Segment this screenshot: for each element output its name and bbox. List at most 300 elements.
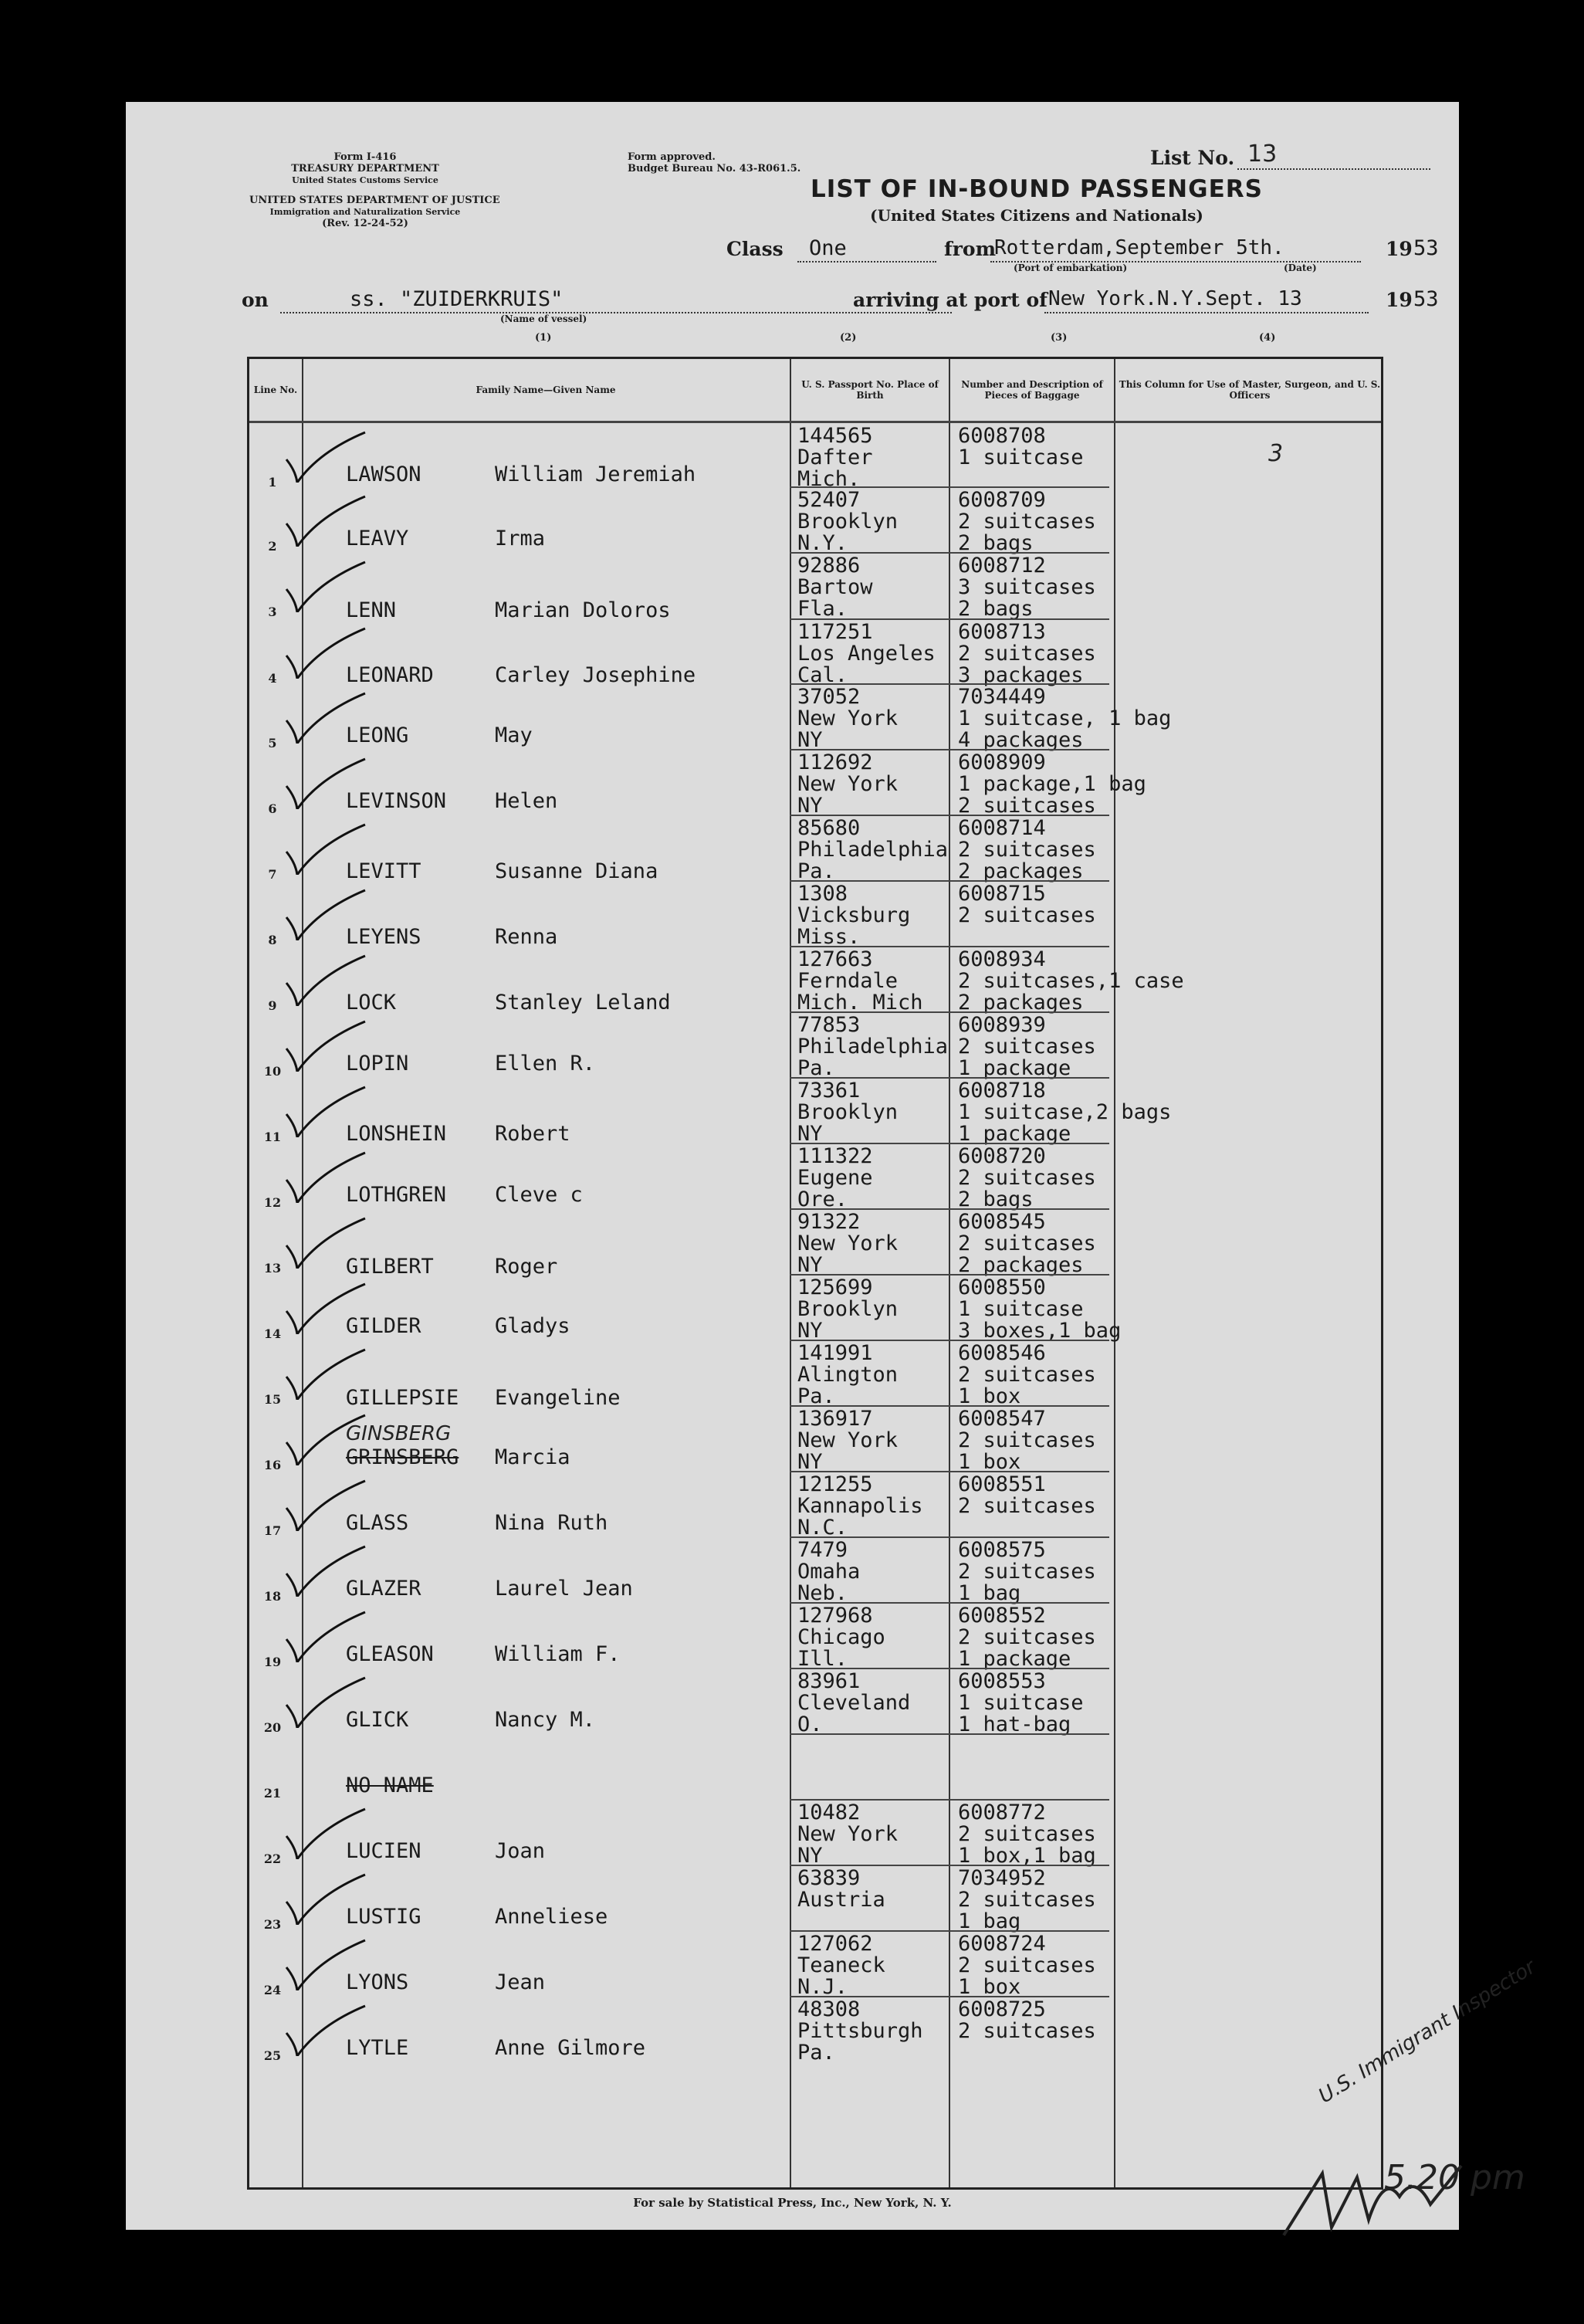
passport-line: Cal. [797, 663, 848, 687]
given-name: Irma [495, 527, 546, 551]
passport-birthplace [797, 1868, 885, 1911]
baggage-line: 2 bags [958, 531, 1034, 555]
passport-line: 77853 [797, 1013, 861, 1037]
passport-line: 117251 [797, 620, 873, 644]
table-row [249, 1733, 1381, 1799]
passport-line: Pa. [797, 1056, 835, 1080]
baggage-line: 1 suitcase [958, 1297, 1084, 1321]
baggage-description [958, 1868, 1096, 1933]
given-name: Cleve c [495, 1183, 583, 1207]
passport-line: Los Angeles [797, 642, 936, 666]
passport-line: 144565 [797, 424, 873, 448]
given-name: Marian Doloros [495, 598, 671, 622]
passport-birthplace [797, 425, 873, 490]
baggage-line: 6008712 [958, 554, 1046, 578]
baggage-line: 2 suitcases [958, 510, 1096, 534]
line-number: 9 [268, 998, 277, 1013]
passport-line: 37052 [797, 685, 861, 709]
passport-line: Kannapolis [797, 1494, 923, 1518]
ins-title: Immigration and Naturalization Service [269, 207, 461, 217]
passport-line: 63839 [797, 1866, 861, 1890]
passport-line: 127968 [797, 1604, 873, 1628]
baggage-line: 6008575 [958, 1538, 1046, 1562]
header-baggage: Number and Description of Pieces of Baggage [961, 379, 1103, 401]
line-number: 13 [263, 1261, 282, 1275]
baggage-description [958, 1933, 1096, 1998]
line-number: 7 [268, 867, 277, 882]
baggage-description [958, 1343, 1096, 1408]
baggage-line: 1 package [958, 1056, 1071, 1080]
line-number: 15 [263, 1392, 282, 1407]
family-name: LYTLE [346, 2036, 409, 2060]
passport-line: NY [797, 794, 823, 818]
row-divider [790, 1077, 1109, 1079]
from-label: from [944, 238, 997, 260]
line-number: 5 [268, 736, 277, 750]
row-divider [790, 683, 1109, 685]
family-name-correction: GINSBERG [346, 1422, 452, 1445]
baggage-description [958, 1146, 1096, 1211]
family-name: LOCK [346, 991, 397, 1015]
passport-birthplace [797, 1277, 898, 1342]
row-divider [790, 1799, 1109, 1801]
col-num-2: (2) [840, 332, 857, 344]
baggage-line: 6008713 [958, 620, 1046, 644]
passport-birthplace [797, 1605, 885, 1670]
given-name: Robert [495, 1122, 570, 1146]
given-name: Gladys [495, 1314, 570, 1338]
family-name: GLAZER [346, 1577, 421, 1601]
passport-line: Dafter [797, 445, 873, 469]
baggage-line: 1 bag [958, 1581, 1021, 1605]
passport-line: 52407 [797, 488, 861, 512]
passport-line: 91322 [797, 1210, 861, 1234]
family-name: LUSTIG [346, 1905, 421, 1929]
passport-line: 85680 [797, 816, 861, 840]
passport-line: 121255 [797, 1472, 873, 1496]
passport-line: Neb. [797, 1581, 848, 1605]
given-name: Anneliese [495, 1905, 608, 1929]
table-row [249, 1668, 1381, 1736]
family-name: LYONS [346, 1970, 409, 1994]
line-number: 14 [263, 1326, 282, 1341]
baggage-line: 6008552 [958, 1604, 1046, 1628]
passport-line: Philadelphia [797, 838, 949, 862]
baggage-line: 6008714 [958, 816, 1046, 840]
date-caption: (Date) [1284, 263, 1317, 273]
passport-line: Eugene [797, 1166, 873, 1190]
baggage-line: 1 suitcase, 1 bag [958, 706, 1172, 730]
list-no-value: 13 [1247, 141, 1278, 168]
baggage-line: 6008551 [958, 1472, 1046, 1496]
printer-footer: For sale by Statistical Press, Inc., New York, N. Y. [633, 2196, 952, 2210]
port-caption: (Port of embarkation) [1014, 263, 1128, 273]
family-name: GLICK [346, 1708, 409, 1732]
baggage-line: 1 package [958, 1122, 1071, 1146]
family-name: LAWSON [346, 462, 421, 486]
form-title: LIST OF IN-BOUND PASSENGERS [811, 175, 1263, 203]
row-divider [790, 1011, 1109, 1013]
passport-birthplace [797, 1146, 873, 1211]
vessel-name: ss. "ZUIDERKRUIS" [350, 287, 564, 311]
baggage-line: 2 suitcases [958, 1625, 1096, 1649]
baggage-line: 6008720 [958, 1144, 1046, 1168]
family-name: LEYENS [346, 925, 421, 949]
row-divider [790, 1865, 1109, 1866]
manifest-page [126, 102, 1540, 2230]
line-number: 4 [268, 671, 277, 686]
baggage-line: 2 suitcases [958, 1166, 1096, 1190]
given-name: Jean [495, 1970, 546, 1994]
line-number: 8 [268, 933, 277, 947]
passport-line: 83961 [797, 1669, 861, 1693]
baggage-line: 2 suitcases [958, 642, 1096, 666]
given-name: Anne Gilmore [495, 2036, 646, 2060]
passport-birthplace [797, 1540, 860, 1604]
passport-line: NY [797, 1844, 823, 1868]
passport-birthplace [797, 1343, 898, 1408]
family-name: GRINSBERG [346, 1445, 459, 1469]
passport-line: NY [797, 1319, 823, 1343]
baggage-description [958, 1015, 1096, 1079]
given-name: Renna [495, 925, 558, 949]
header-line-no: Line No. [253, 385, 298, 395]
table-row [249, 1208, 1381, 1279]
passport-line: Miss. [797, 925, 861, 949]
baggage-line: 6008772 [958, 1801, 1046, 1824]
table-row [249, 1471, 1381, 1540]
row-divider [790, 880, 1109, 882]
row-divider [790, 1536, 1109, 1538]
given-name: May [495, 723, 533, 747]
line-number: 20 [263, 1720, 282, 1735]
passport-line: NY [797, 1450, 823, 1474]
passport-line: Ferndale [797, 969, 899, 993]
given-name: Joan [495, 1839, 546, 1863]
col-num-4: (4) [1259, 332, 1276, 344]
baggage-description [958, 1408, 1096, 1473]
revision: (Rev. 12-24-52) [322, 218, 408, 229]
line-number: 1 [268, 475, 277, 490]
family-name: LENN [346, 598, 397, 622]
given-name: William Jeremiah [495, 462, 696, 486]
passport-birthplace [797, 949, 923, 1014]
table-row [249, 552, 1381, 622]
baggage-line: 1 package [958, 1647, 1071, 1671]
table-row [249, 1602, 1381, 1671]
header-name: Family Name—Given Name [476, 385, 616, 395]
baggage-line: 2 bags [958, 597, 1034, 621]
baggage-line: 6008718 [958, 1079, 1046, 1103]
doj-title: UNITED STATES DEPARTMENT OF JUSTICE [249, 195, 500, 206]
officer-mark: 3 [1268, 440, 1288, 467]
baggage-line: 4 packages [958, 728, 1084, 752]
given-name: Carley Josephine [495, 663, 696, 687]
given-name: Nancy M. [495, 1708, 596, 1732]
baggage-description [958, 818, 1096, 883]
given-name: Ellen R. [495, 1052, 596, 1076]
row-divider [790, 815, 1109, 816]
row-divider [790, 1405, 1109, 1407]
passport-line: Chicago [797, 1625, 885, 1649]
year-value-1: 53 [1413, 236, 1439, 260]
baggage-line: 2 packages [958, 859, 1084, 883]
baggage-line: 1 box [958, 1384, 1021, 1408]
passport-line: O. [797, 1713, 823, 1736]
baggage-line: 3 boxes,1 bag [958, 1319, 1122, 1343]
header-passport: U. S. Passport No. Place of Birth [801, 379, 939, 401]
passport-line: New York [797, 1428, 899, 1452]
row-divider [790, 618, 1109, 620]
baggage-description [958, 1671, 1084, 1736]
passport-line: 10482 [797, 1801, 861, 1824]
passport-birthplace [797, 1802, 898, 1867]
passport-line: N.C. [797, 1516, 848, 1540]
line-number: 6 [268, 801, 277, 816]
passport-line: N.Y. [797, 531, 848, 555]
baggage-line: 6008553 [958, 1669, 1046, 1693]
passport-line: NY [797, 728, 823, 752]
table-row [249, 1011, 1381, 1080]
baggage-description [958, 425, 1084, 469]
table-row [249, 749, 1381, 818]
passport-line: 1308 [797, 882, 848, 906]
baggage-line: 7034952 [958, 1866, 1046, 1890]
passport-line: Teaneck [797, 1953, 885, 1977]
baggage-line: 6008715 [958, 882, 1046, 906]
baggage-line: 2 suitcases [958, 1428, 1096, 1452]
passport-line: New York [797, 1822, 899, 1846]
passport-line: 125699 [797, 1275, 873, 1299]
baggage-description [958, 883, 1096, 927]
form-number: Form I-416 [333, 151, 397, 163]
row-divider [790, 946, 1109, 947]
passport-line: Ore. [797, 1187, 848, 1211]
baggage-line: 2 suitcases [958, 1494, 1096, 1518]
family-name: LEAVY [346, 527, 409, 551]
family-name: LOPIN [346, 1052, 409, 1076]
given-name: Marcia [495, 1445, 570, 1469]
passport-line: Mich. [797, 467, 861, 491]
passport-line: New York [797, 772, 899, 796]
passport-birthplace [797, 1080, 898, 1145]
passport-birthplace [797, 818, 948, 883]
baggage-line: 1 box,1 bag [958, 1844, 1096, 1868]
passport-birthplace [797, 1474, 923, 1539]
passport-line: 127062 [797, 1932, 873, 1956]
baggage-line: 1 suitcase [958, 445, 1084, 469]
passport-line: Brooklyn [797, 1297, 899, 1321]
passport-line: Brooklyn [797, 510, 899, 534]
passport-line: 48308 [797, 1997, 861, 2021]
passport-line: N.J. [797, 1975, 848, 1999]
year-prefix-2: 19 [1386, 289, 1413, 311]
table-row [249, 1405, 1381, 1474]
vessel-caption: (Name of vessel) [500, 313, 587, 324]
table-row [249, 1536, 1381, 1605]
passport-line: NY [797, 1253, 823, 1277]
row-divider [790, 1733, 1109, 1735]
passport-line: 136917 [797, 1407, 873, 1431]
given-name: Helen [495, 789, 558, 813]
passport-line: Austria [797, 1888, 885, 1912]
given-name: Stanley Leland [495, 991, 671, 1015]
baggage-line: 6008909 [958, 750, 1046, 774]
passport-birthplace [797, 1408, 898, 1473]
passport-line: Pa. [797, 859, 835, 883]
row-divider [790, 749, 1109, 750]
baggage-line: 6008939 [958, 1013, 1046, 1037]
baggage-line: 6008547 [958, 1407, 1046, 1431]
line-number: 25 [263, 2048, 282, 2063]
year-prefix: 19 [1386, 238, 1413, 260]
baggage-line: 1 box [958, 1975, 1021, 1999]
passport-line: Pittsburgh [797, 2019, 923, 2043]
given-name: William F. [495, 1642, 621, 1666]
passport-line: Omaha [797, 1560, 861, 1584]
table-row [249, 618, 1381, 687]
passport-line: Fla. [797, 597, 848, 621]
baggage-line: 6008550 [958, 1275, 1046, 1299]
list-no-label: List No. [1150, 147, 1235, 169]
baggage-line: 7034449 [958, 685, 1046, 709]
table-row [249, 946, 1381, 1015]
baggage-line: 2 packages [958, 1253, 1084, 1277]
table-row [249, 683, 1381, 752]
baggage-description [958, 1277, 1121, 1342]
passport-line: 127663 [797, 947, 873, 971]
passport-line: 92886 [797, 554, 861, 578]
row-divider [790, 486, 1109, 488]
line-number: 12 [263, 1195, 282, 1210]
year-value-2: 53 [1413, 287, 1439, 311]
table-row [249, 1930, 1381, 1999]
table-row [249, 1865, 1381, 1933]
passport-line: Ill. [797, 1647, 848, 1671]
line-number: 16 [263, 1458, 282, 1472]
treasury-dept: TREASURY DEPARTMENT [291, 163, 439, 174]
passenger-table [247, 357, 1540, 2197]
passport-line: NY [797, 1122, 823, 1146]
line-number: 24 [263, 1983, 282, 1997]
customs-service: United States Customs Service [292, 175, 438, 185]
arrival-port-value: New York.N.Y.Sept. 13 [1048, 287, 1302, 310]
line-number: 2 [268, 539, 277, 554]
table-row [249, 815, 1381, 883]
baggage-line: 6008724 [958, 1932, 1046, 1956]
baggage-line: 6008725 [958, 1997, 1046, 2021]
baggage-description [958, 949, 1184, 1014]
baggage-line: 2 suitcases [958, 1560, 1096, 1584]
baggage-description [958, 1080, 1171, 1145]
table-row [249, 1996, 1381, 2065]
given-name: Susanne Diana [495, 859, 658, 883]
passport-line: Pa. [797, 1384, 835, 1408]
baggage-line: 2 suitcases [958, 1363, 1096, 1387]
baggage-description [958, 555, 1096, 620]
passport-birthplace [797, 1671, 910, 1736]
baggage-line: 1 suitcase,2 bags [958, 1100, 1172, 1124]
table-row [249, 1274, 1381, 1343]
family-name: LEVITT [346, 859, 421, 883]
passport-line: 111322 [797, 1144, 873, 1168]
baggage-description [958, 1605, 1096, 1670]
passport-line: 7479 [797, 1538, 848, 1562]
line-number: 3 [268, 605, 277, 619]
baggage-line: 2 suitcases,1 case [958, 969, 1184, 993]
baggage-line: 2 suitcases [958, 1953, 1096, 1977]
family-name: GILDER [346, 1314, 421, 1338]
baggage-line: 2 suitcases [958, 903, 1096, 927]
family-name: GLASS [346, 1511, 409, 1535]
baggage-line: 6008934 [958, 947, 1046, 971]
family-name: GLEASON [346, 1642, 434, 1666]
col-num-1: (1) [535, 332, 552, 344]
inspector-stamp: U.S. Immigrant Inspector [1315, 1955, 1540, 2109]
table-row [249, 486, 1381, 555]
passport-line: New York [797, 1231, 899, 1255]
passport-birthplace [797, 555, 873, 620]
baggage-description [958, 1802, 1096, 1867]
table-row [249, 1143, 1381, 1211]
line-number: 19 [263, 1655, 282, 1669]
class-label: Class [726, 238, 784, 260]
given-name: Laurel Jean [495, 1577, 633, 1601]
baggage-description [958, 1474, 1096, 1517]
passport-line: Brooklyn [797, 1100, 899, 1124]
passport-birthplace [797, 490, 898, 554]
passport-birthplace [797, 883, 910, 948]
passport-line: 73361 [797, 1079, 861, 1103]
line-number: 11 [263, 1130, 282, 1144]
passport-line: Pa. [797, 2041, 835, 2065]
baggage-line: 2 suitcases [958, 794, 1096, 818]
passport-birthplace [797, 686, 898, 751]
passport-birthplace [797, 752, 898, 817]
table-row [249, 1799, 1381, 1868]
line-number: 23 [263, 1917, 282, 1932]
family-name: GILLEPSIE [346, 1386, 459, 1410]
row-divider [790, 552, 1109, 554]
passport-line: Philadelphia [797, 1035, 949, 1059]
col-num-3: (3) [1051, 332, 1068, 344]
baggage-description [958, 1211, 1096, 1276]
passport-line: Mich. Mich [797, 991, 923, 1015]
passport-birthplace [797, 1933, 885, 1998]
row-divider [790, 1340, 1109, 1341]
passport-birthplace [797, 1999, 923, 2064]
baggage-line: 1 suitcase [958, 1691, 1084, 1715]
baggage-line: 2 suitcases [958, 1231, 1096, 1255]
baggage-line: 1 hat-bag [958, 1713, 1071, 1736]
row-divider [790, 1143, 1109, 1144]
baggage-line: 2 suitcases [958, 1888, 1096, 1912]
table-row [249, 422, 1381, 491]
baggage-line: 6008546 [958, 1341, 1046, 1365]
baggage-description [958, 1999, 1096, 2042]
passport-birthplace [797, 1211, 898, 1276]
baggage-line: 2 packages [958, 991, 1084, 1015]
baggage-line: 2 suitcases [958, 838, 1096, 862]
given-name: Roger [495, 1255, 558, 1279]
arrival-time: 5.20 pm [1384, 2158, 1525, 2197]
baggage-line: 2 suitcases [958, 1822, 1096, 1846]
family-name: GILBERT [346, 1255, 434, 1279]
row-divider [790, 1208, 1109, 1210]
arriving-label: arriving at port of [853, 289, 1048, 311]
row-divider [790, 1668, 1109, 1669]
line-number: 10 [263, 1064, 282, 1079]
